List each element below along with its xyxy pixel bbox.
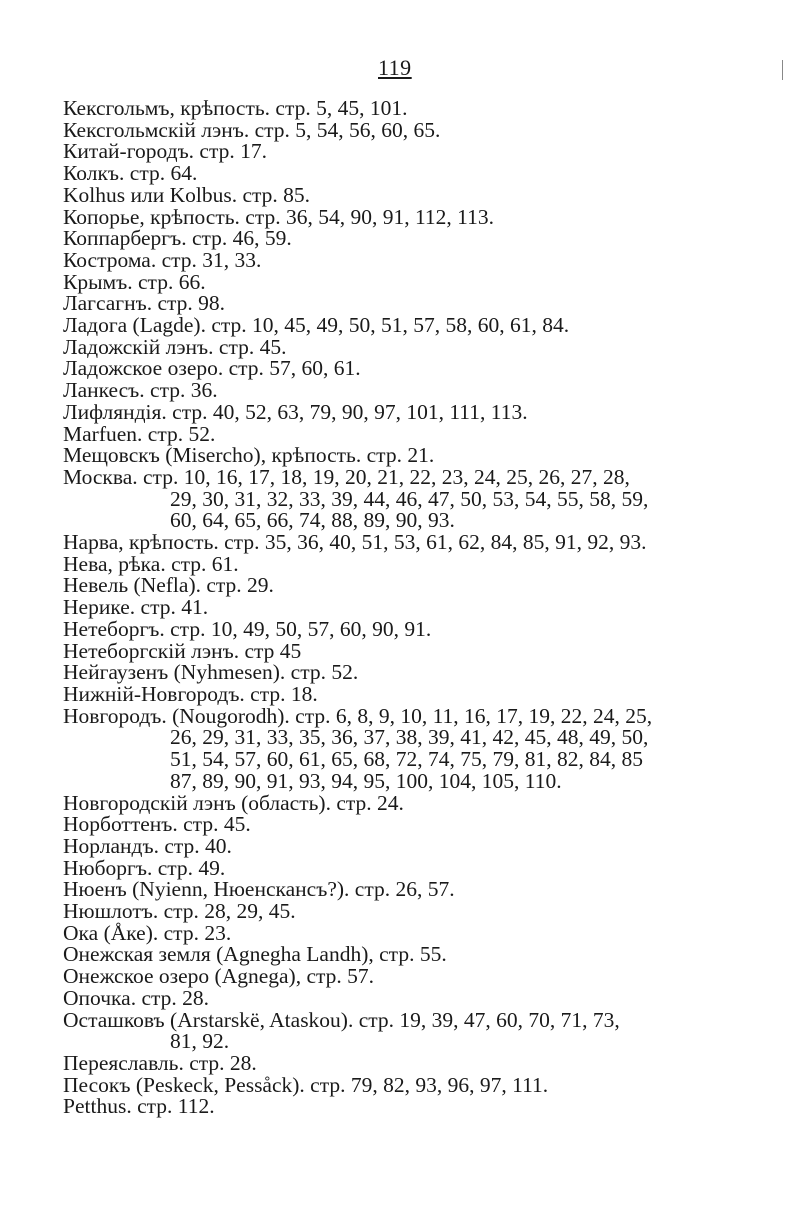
index-entry: Нюборгъ. стр. 49. (63, 855, 226, 880)
index-entry: Колкъ. стр. 64. (63, 161, 198, 186)
index-entry-continuation: 51, 54, 57, 60, 61, 65, 68, 72, 74, 75, 79, 81, 82, 84, 85 (170, 747, 643, 772)
index-entry: Marfuen. стр. 52. (63, 421, 216, 446)
index-entry: Ока (Åке). стр. 23. (63, 920, 232, 945)
index-entry: Песокъ (Peskeck, Pessåck). стр. 79, 82, 93, 96, 97, 111. (63, 1072, 549, 1097)
index-entry: Невель (Nefla). стр. 29. (63, 573, 274, 598)
index-entry: Онежское озеро (Agnega), стр. 57. (63, 964, 375, 989)
index-entry: Переяславль. стр. 28. (63, 1050, 257, 1075)
index-entry: Ладога (Lagde). стр. 10, 45, 49, 50, 51, 57, 58, 60, 61, 84. (63, 313, 570, 338)
index-entry: Нарва, крѣпость. стр. 35, 36, 40, 51, 53, 61, 62, 84, 85, 91, 92, 93. (63, 530, 647, 555)
index-entry: Кексгольмъ, крѣпость. стр. 5, 45, 101. (63, 96, 408, 120)
index-entry-continuation: 60, 64, 65, 66, 74, 88, 89, 90, 93. (170, 508, 455, 533)
index-entry: Коппарбергъ. стр. 46, 59. (63, 226, 292, 251)
index-entry-continuation: 87, 89, 90, 91, 93, 94, 95, 100, 104, 105, 110. (170, 768, 562, 793)
index-entry: Ладожскій лэнъ. стр. 45. (63, 334, 287, 359)
index-entry: Москва. стр. 10, 16, 17, 18, 19, 20, 21, 22, 23, 24, 25, 26, 27, 28, (63, 464, 630, 489)
index-entry: Petthus. стр. 112. (63, 1094, 215, 1119)
index-entry: Норландъ. стр. 40. (63, 833, 232, 858)
index-entry: Kolhus или Kolbus. стр. 85. (63, 182, 311, 207)
index-entry-continuation: 29, 30, 31, 32, 33, 39, 44, 46, 47, 50, 53, 54, 55, 58, 59, (170, 486, 649, 511)
index-entry-continuation: 26, 29, 31, 33, 35, 36, 37, 38, 39, 41, 42, 45, 48, 49, 50, (170, 725, 649, 750)
index-entry: Новгородъ. (Nougorodh). стр. 6, 8, 9, 10, 11, 16, 17, 19, 22, 24, 25, (63, 703, 653, 728)
index-entry: Лагсагнъ. стр. 98. (63, 291, 226, 316)
index-entry: Нюшлотъ. стр. 28, 29, 45. (63, 899, 296, 924)
index-entry: Нетеборгъ. стр. 10, 49, 50, 57, 60, 90, 91. (63, 616, 432, 641)
index-entry: Нева, рѣка. стр. 61. (63, 551, 239, 576)
index-entry: Ланкесъ. стр. 36. (63, 378, 218, 403)
index-entry: Нижній-Новгородъ. стр. 18. (63, 681, 318, 706)
index-entry: Нейгаузенъ (Nyhmesen). стр. 52. (63, 660, 359, 685)
index-entry: Крымъ. стр. 66. (63, 269, 206, 294)
index-entry: Кострома. стр. 31, 33. (63, 247, 262, 272)
index-entry-continuation: 81, 92. (170, 1029, 230, 1054)
index-entry: Китай-городъ. стр. 17. (63, 139, 268, 164)
index-entry: Новгородскій лэнъ (область). стр. 24. (63, 790, 404, 815)
index-entry: Нюенъ (Nyienn, Нюенскансъ?). стр. 26, 57. (63, 877, 455, 902)
page-number: 119 (378, 55, 412, 80)
index-entry: Копорье, крѣпость. стр. 36, 54, 90, 91, 112, 113. (63, 204, 495, 229)
index-entry: Лифляндія. стр. 40, 52, 63, 79, 90, 97, 101, 111, 113. (63, 399, 528, 424)
page-edge-mark (782, 60, 783, 80)
index-entry: Мещовскъ (Miserchо), крѣпость. стр. 21. (63, 443, 435, 468)
index-entry: Ладожское озеро. стр. 57, 60, 61. (63, 356, 361, 381)
index-entry: Осташковъ (Arstarskë, Ataskou). стр. 19, 39, 47, 60, 70, 71, 73, (63, 1007, 620, 1032)
index-list (63, 98, 773, 1118)
index-entry: Нерике. стр. 41. (63, 595, 209, 620)
index-entry: Кексгольмскій лэнъ. стр. 5, 54, 56, 60, 65. (63, 117, 441, 142)
index-entry: Нетеборгскій лэнъ. стр 45 (63, 638, 302, 663)
index-entry: Норботтенъ. стр. 45. (63, 812, 251, 837)
index-entry: Опочка. стр. 28. (63, 985, 210, 1010)
index-entry: Онежская земля (Agnegha Landh), стр. 55. (63, 942, 447, 967)
